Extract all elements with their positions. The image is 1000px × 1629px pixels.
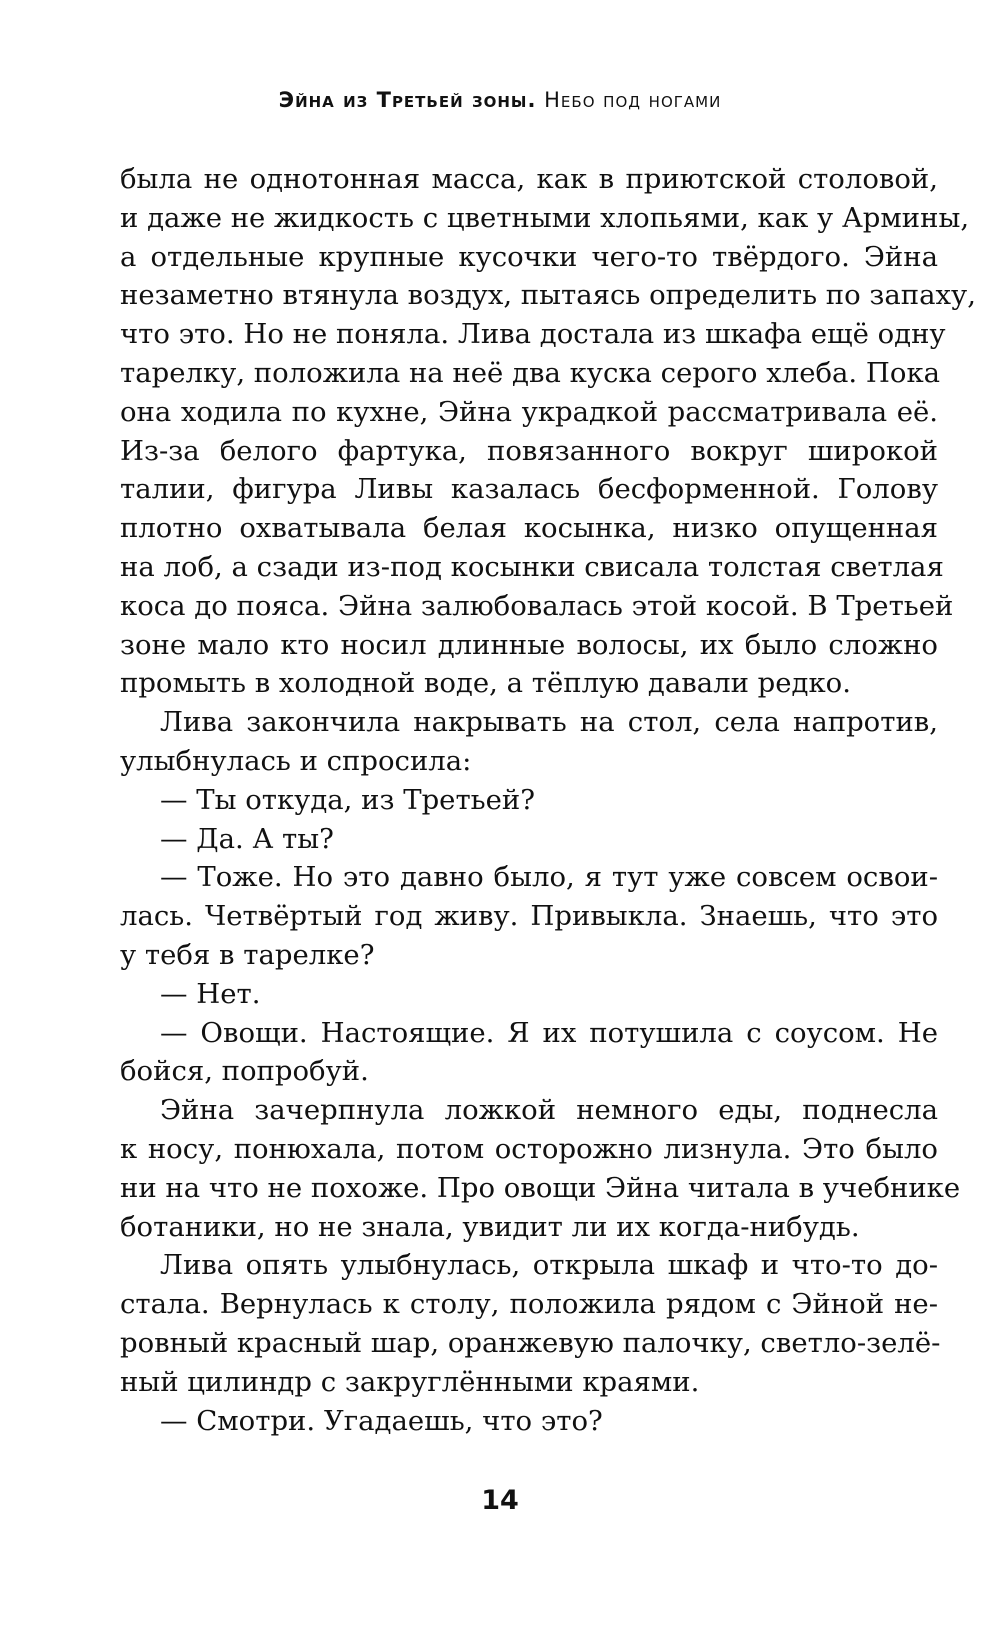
text-line: была не однотонная масса, как в приютской столовой,	[120, 163, 938, 195]
dialogue-line: — Тоже. Но это давно было, я тут уже совсем освои-	[160, 861, 938, 894]
text-line: бойся, попробуй.	[120, 1055, 369, 1088]
body-text	[120, 160, 976, 1440]
text-line: лась. Четвёртый год живу. Привыкла. Знаешь, что это	[120, 900, 938, 933]
text-line: она ходила по кухне, Эйна украдкой рассматривала её.	[120, 395, 938, 428]
text-line: ровный красный шар, оранжевую палочку, светло-зелё-	[120, 1326, 941, 1359]
dialogue-line: — Да. А ты?	[160, 822, 334, 855]
page-number: 14	[481, 1485, 519, 1516]
text-line: ни на что не похоже. Про овощи Эйна читала в учебнике	[120, 1171, 961, 1204]
text-line: к носу, понюхала, потом осторожно лизнула. Это было	[120, 1132, 938, 1165]
text-line: улыбнулась и спросила:	[120, 744, 472, 777]
text-line: ный цилиндр с закруглёнными краями.	[120, 1365, 700, 1398]
dialogue-line: — Овощи. Настоящие. Я их потушила с соусом. Не	[160, 1016, 938, 1049]
text-line: стала. Вернулась к столу, положила рядом с Эйной не-	[120, 1288, 938, 1321]
text-line: у тебя в тарелке?	[120, 938, 375, 971]
text-line: незаметно втянула воздух, пытаясь определить по запаху,	[120, 279, 976, 312]
text-line: Лива закончила накрывать на стол, села напротив,	[160, 706, 938, 739]
text-line: ботаники, но не знала, увидит ли их когда-нибудь.	[120, 1210, 860, 1243]
text-line: тарелку, положила на неё два куска серого хлеба. Пока	[120, 356, 941, 389]
text-line: зоне мало кто носил длинные волосы, их было сложно	[120, 628, 938, 661]
dialogue-line: — Смотри. Угадаешь, что это?	[160, 1404, 603, 1437]
text-line: промыть в холодной воде, а тёплую давали редко.	[120, 667, 851, 700]
dialogue-line: — Ты откуда, из Третьей?	[160, 783, 535, 816]
text-line: Из-за белого фартука, повязанного вокруг широкой	[120, 434, 938, 467]
chapter-title: Небо под ногами	[544, 88, 722, 112]
text-line: а отдельные крупные кусочки чего-то твёрдого. Эйна	[120, 240, 938, 273]
text-line: и даже не жидкость с цветными хлопьями, как у Армины,	[120, 201, 970, 234]
text-line: что это. Но не поняла. Лива достала из шкафа ещё одну	[120, 318, 946, 351]
text-line: коса до пояса. Эйна залюбовалась этой косой. В Третьей	[120, 589, 954, 622]
running-head	[0, 88, 1000, 112]
text-line: Лива опять улыбнулась, открыла шкаф и что-то до-	[160, 1249, 938, 1282]
text-line: плотно охватывала белая косынка, низко опущенная	[120, 512, 938, 545]
text-line: талии, фигура Ливы казалась бесформенной. Голову	[120, 473, 938, 506]
book-title: Эйна из Третьей зоны.	[278, 88, 537, 112]
text-line: на лоб, а сзади из-под косынки свисала толстая светлая	[120, 550, 944, 583]
text-line: Эйна зачерпнула ложкой немного еды, поднесла	[160, 1094, 938, 1127]
dialogue-line: — Нет.	[160, 977, 261, 1010]
